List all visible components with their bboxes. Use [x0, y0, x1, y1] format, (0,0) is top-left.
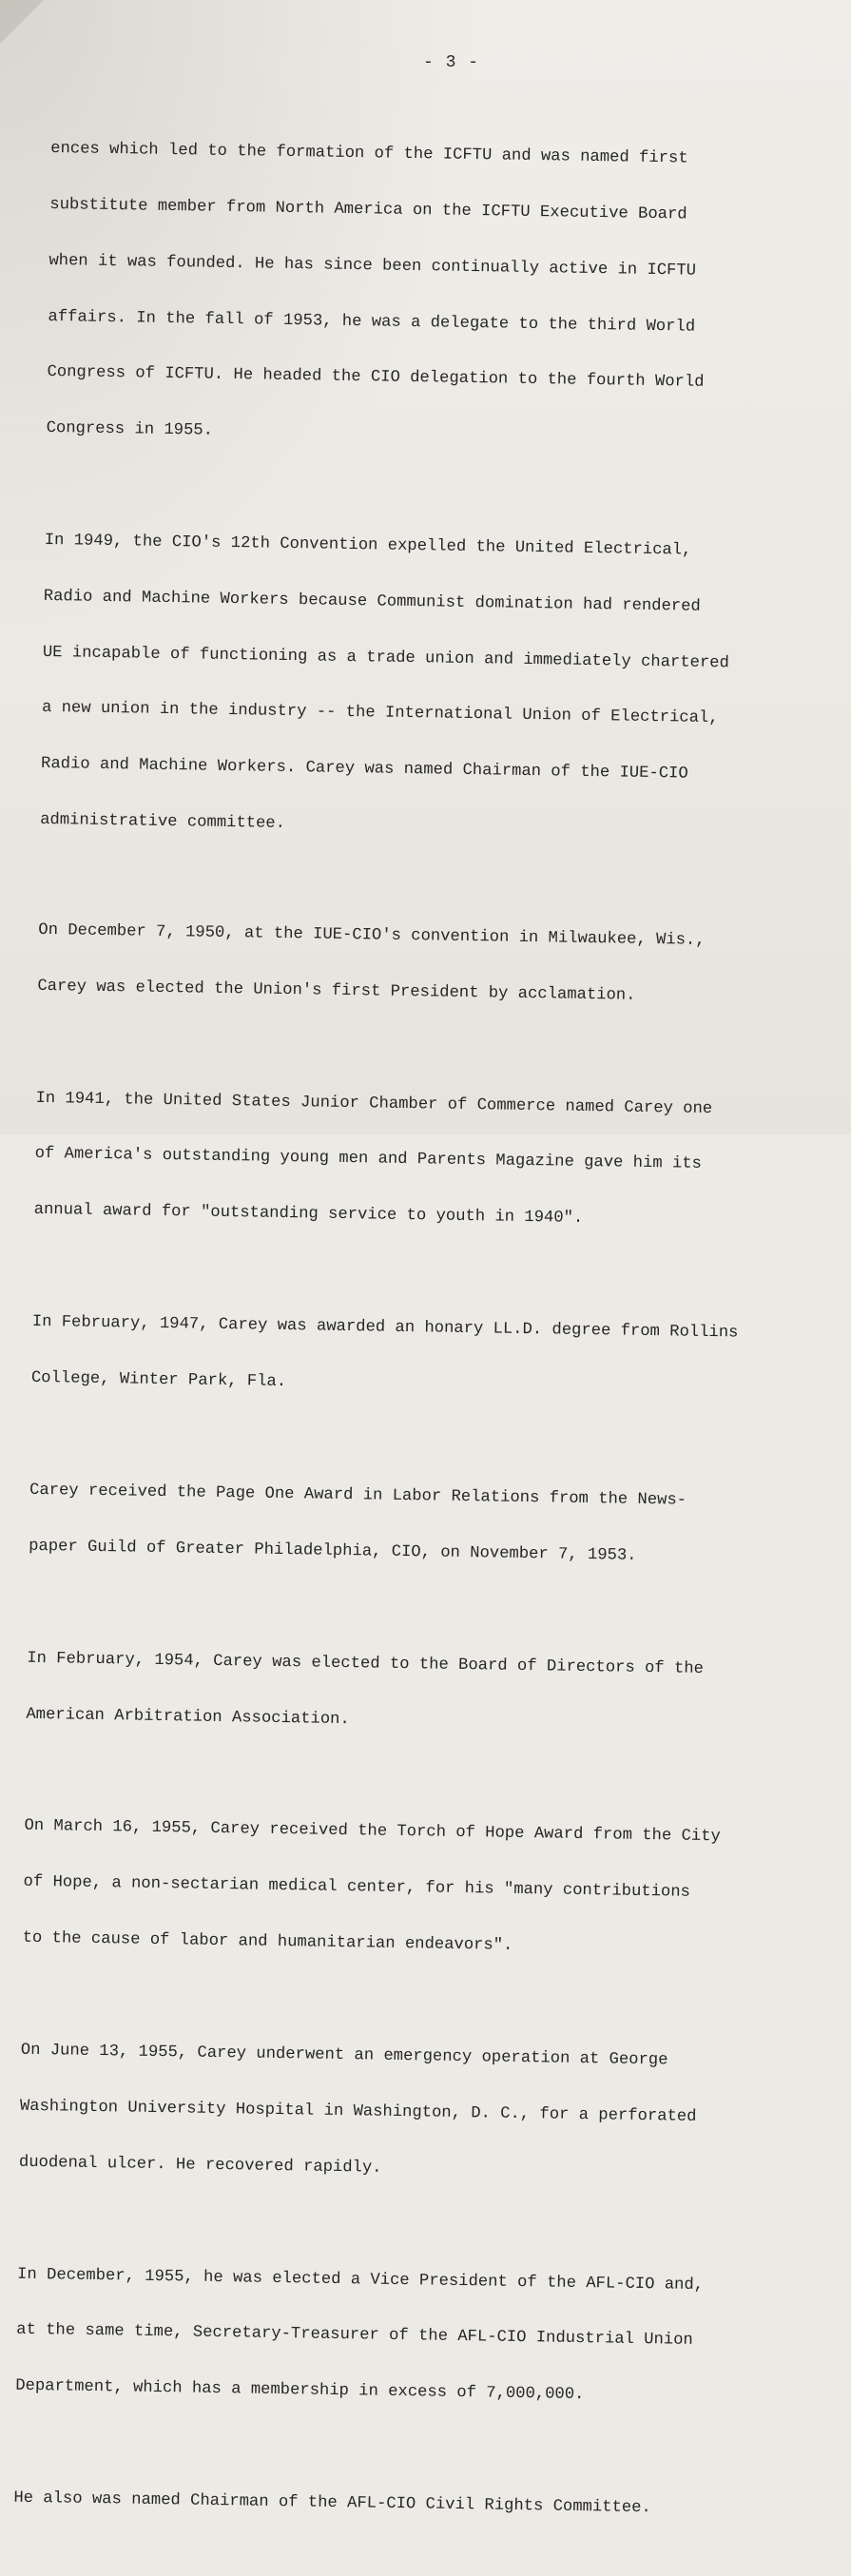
- text-line: at the same time, Secretary-Treasurer of the AFL-CIO Industrial Union: [16, 2321, 693, 2351]
- paragraph-1941-award: [33, 1052, 797, 1269]
- text-line: ences which led to the formation of the ICFTU and was named first: [50, 140, 688, 168]
- paragraph-page-one-award: [28, 1444, 790, 1605]
- text-line: He also was named Chairman of the AFL-CIO Civil Rights Committee.: [13, 2489, 651, 2518]
- text-line: In December, 1955, he was elected a Vice President of the AFL-CIO and,: [16, 2265, 705, 2295]
- text-line: American Arbitration Association.: [26, 1705, 350, 1729]
- text-line: a new union in the industry -- the International Union of Electrical,: [41, 699, 719, 728]
- text-line: affairs. In the fall of 1953, he was a delegate to the third World: [48, 307, 696, 337]
- paragraph-afl-cio-vice-president: [15, 2228, 779, 2445]
- text-line: Carey received the Page One Award in Labor Relations from the News-: [29, 1481, 687, 1510]
- paragraph-torch-of-hope: [22, 1780, 785, 1997]
- document-body: [12, 103, 812, 2576]
- text-line: Congress in 1955.: [46, 419, 214, 440]
- text-line: Washington University Hospital in Washington, D. C., for a perforated: [19, 2097, 697, 2126]
- text-line: annual award for "outstanding service to youth in 1940".: [33, 1201, 584, 1229]
- text-line: In 1941, the United States Junior Chamber of Commerce named Carey one: [35, 1089, 713, 1118]
- paragraph-icftu-history: [46, 103, 812, 487]
- text-line: Department, which has a membership in excess of 7,000,000.: [15, 2376, 585, 2405]
- text-line: Carey was elected the Union's first President by acclamation.: [37, 977, 636, 1005]
- text-line: Congress of ICFTU. He headed the CIO delegation to the fourth World: [47, 363, 705, 393]
- text-line: On December 7, 1950, at the IUE-CIO's convention in Milwaukee, Wis.,: [38, 920, 706, 950]
- text-line: College, Winter Park, Fla.: [30, 1368, 287, 1392]
- text-line: On March 16, 1955, Carey received the Torch of Hope Award from the City: [24, 1817, 721, 1847]
- paragraph-1954-arbitration: [26, 1612, 788, 1772]
- paragraph-1949-convention: [39, 494, 805, 879]
- paragraph-1950-president: [37, 884, 800, 1045]
- paragraph-1947-degree: [30, 1276, 793, 1437]
- paper-corner-fold: [0, 0, 44, 44]
- paragraph-civil-rights-committee: [13, 2452, 775, 2558]
- text-line: when it was founded. He has since been continually active in ICFTU: [48, 251, 697, 281]
- text-line: of America's outstanding young men and Parents Magazine gave him its: [34, 1145, 703, 1174]
- text-line: Radio and Machine Workers. Carey was named Chairman of the IUE-CIO: [40, 755, 688, 784]
- text-line: UE incapable of functioning as a trade union and immediately chartered: [42, 643, 729, 672]
- text-line: substitute member from North America on the ICFTU Executive Board: [49, 195, 687, 224]
- text-line: In February, 1947, Carey was awarded an honary LL.D. degree from Rollins: [31, 1313, 739, 1343]
- text-line: of Hope, a non-sectarian medical center, for his "many contributions: [23, 1873, 691, 1903]
- text-line: On June 13, 1955, Carey underwent an emergency operation at George: [20, 2041, 668, 2070]
- text-line: paper Guild of Greater Philadelphia, CIO, on November 7, 1953.: [29, 1537, 637, 1565]
- text-line: duodenal ulcer. He recovered rapidly.: [18, 2153, 382, 2178]
- text-line: to the cause of labor and humanitarian endeavors".: [22, 1928, 513, 1955]
- text-line: In February, 1954, Carey was elected to the Board of Directors of the: [27, 1649, 705, 1678]
- text-line: Radio and Machine Workers because Communist domination had rendered: [43, 587, 701, 616]
- page-number: - 3 -: [423, 53, 480, 72]
- paragraph-1955-operation: [18, 2005, 782, 2221]
- text-line: In 1949, the CIO's 12th Convention expelled the United Electrical,: [44, 532, 692, 560]
- text-line: administrative committee.: [40, 810, 286, 833]
